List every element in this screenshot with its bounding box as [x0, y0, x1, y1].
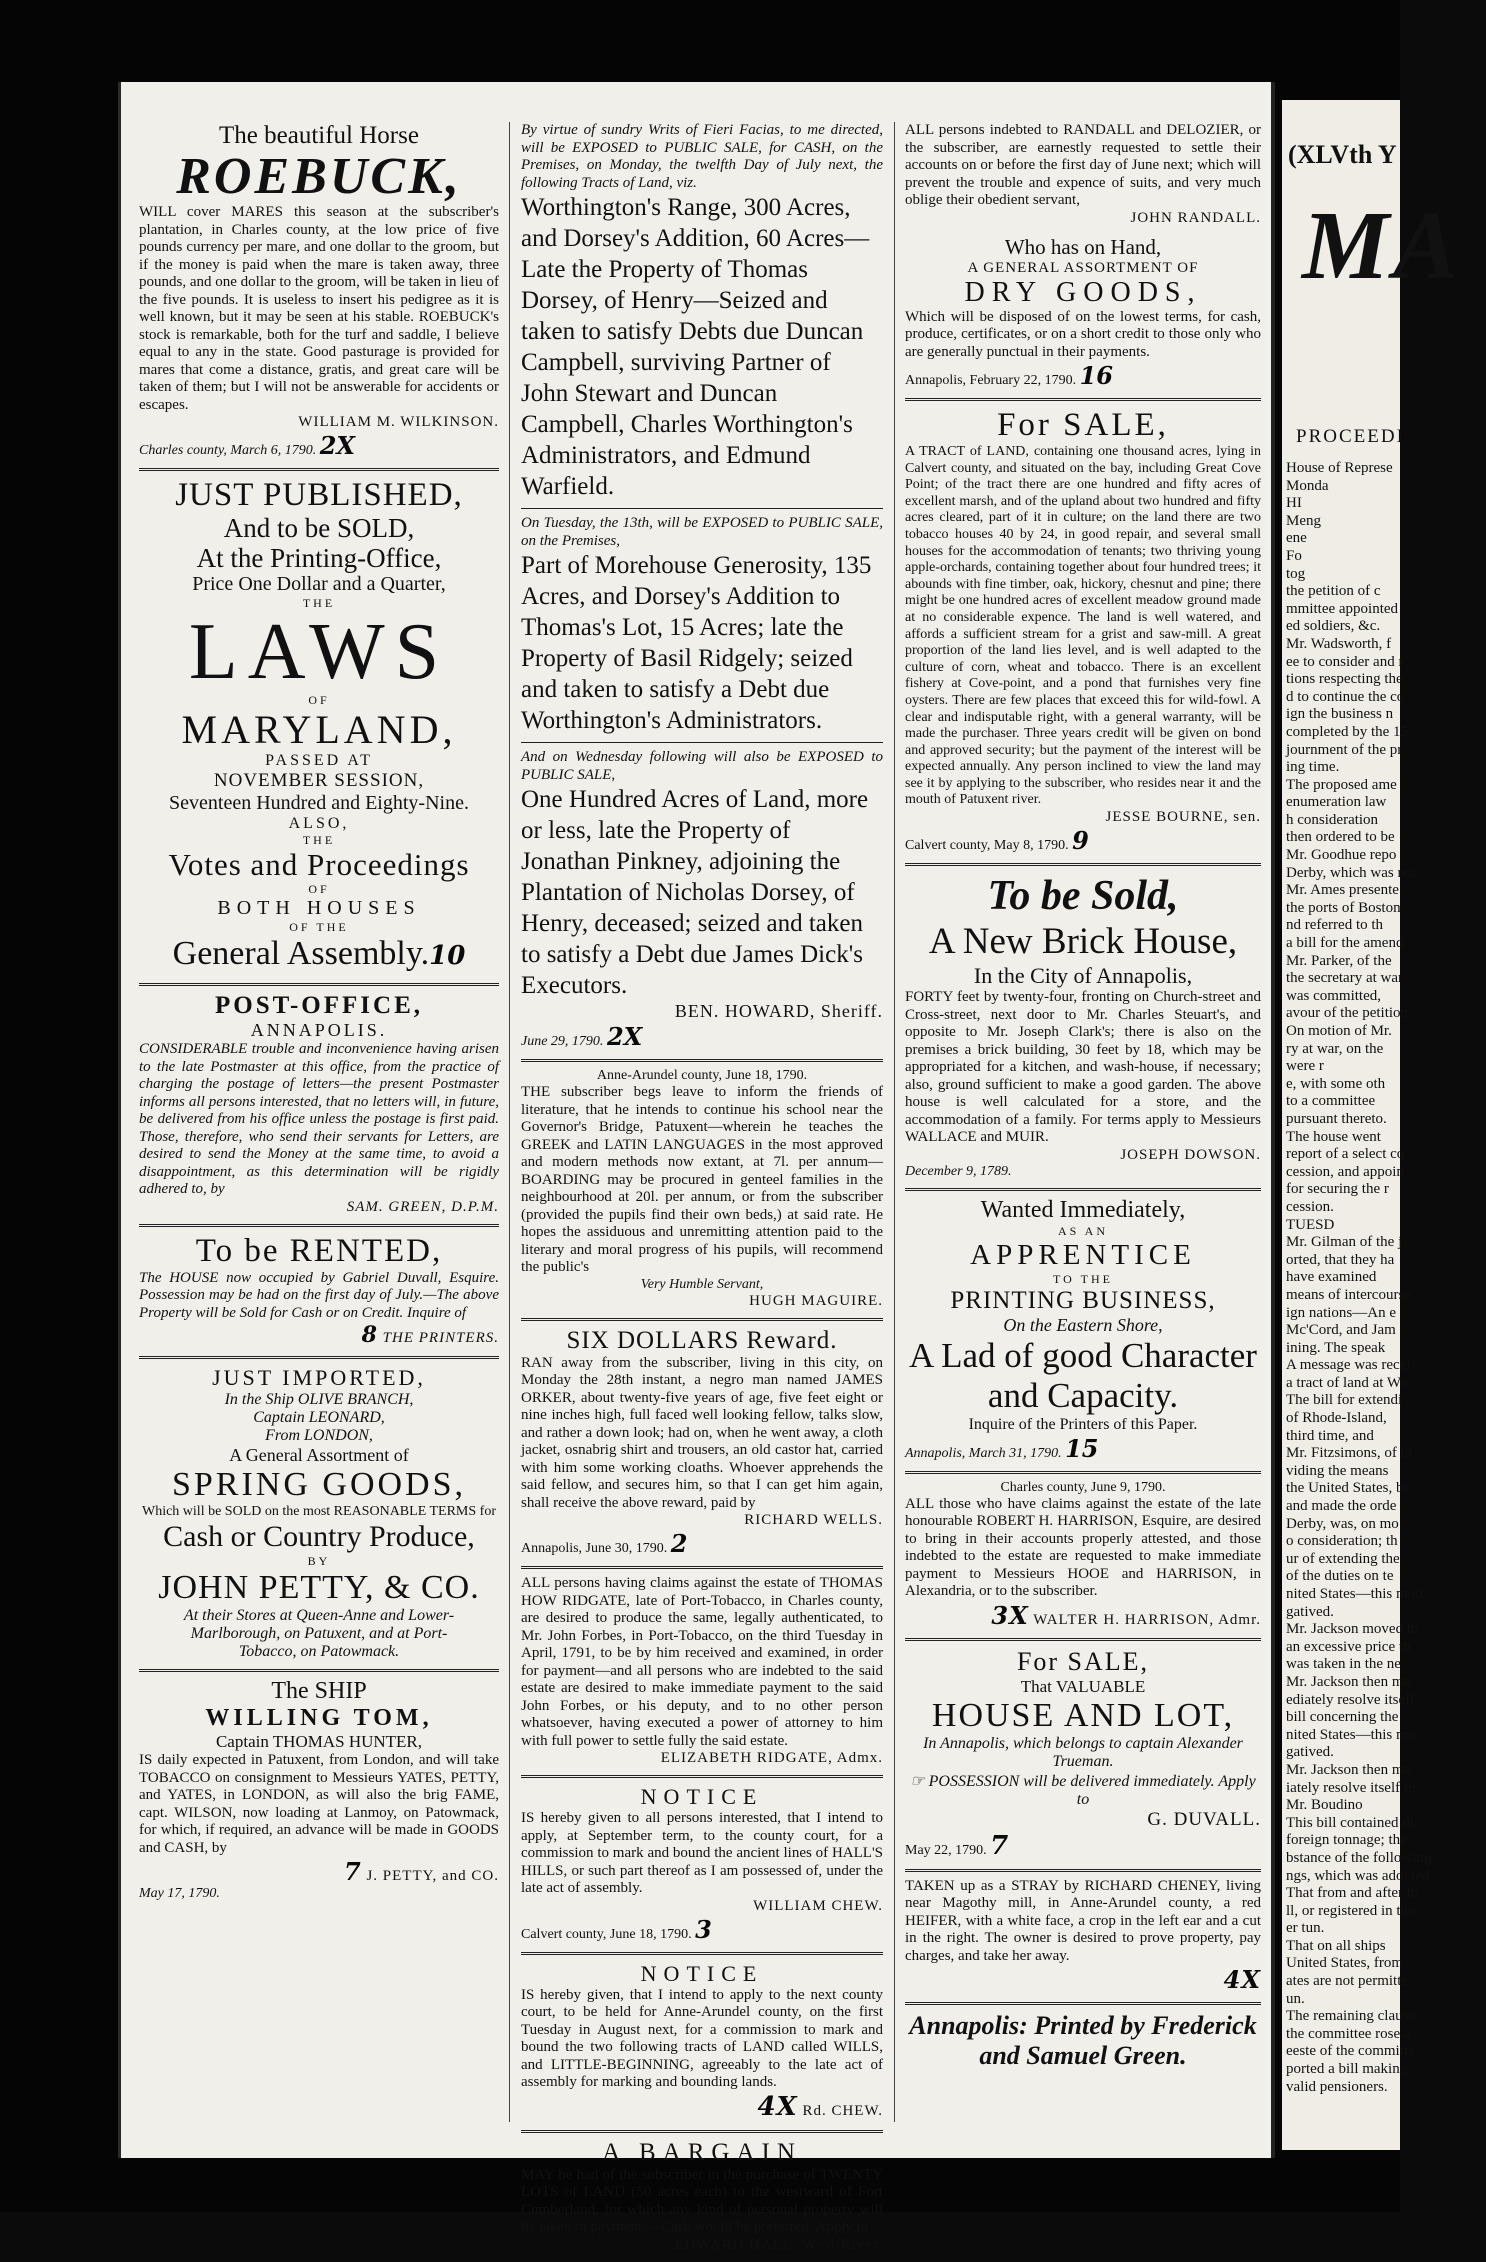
- house-lot-title: For SALE,: [1016, 1646, 1150, 1676]
- next-page-line: pursuant thereto.: [1286, 1110, 1387, 1127]
- randall-ad-body: ALL persons indebted to RANDALL and DELOZIER, or the subscriber, are earnestly requested to settle their accounts on or before the first day of June next; which will prevent the trouble and expence of suits, and very much oblige their obedient servant,: [905, 122, 1261, 208]
- apprentice-line: AS AN: [1057, 1223, 1108, 1238]
- bargain-ad: [521, 2139, 883, 2254]
- fieri-ad-tract-2: Part of Morehouse Generosity, 135 Acres, and Dorsey's Addition to Thomas's Lot, 15 Acres; late the Property of Basil Ridgely; seized and taken to satisfy a Debt due Worthington's Administrators.: [521, 552, 872, 734]
- divider: [139, 468, 499, 471]
- house-lot-line: ☞ POSSESSION will be delivered immediately. Apply to: [910, 1772, 1256, 1808]
- next-page-line: means of intercourse: [1286, 1286, 1411, 1303]
- notice-title: NOTICE: [640, 1960, 764, 1986]
- ink-mark: 10: [429, 941, 466, 971]
- ridgate-ad-signature: ELIZABETH RIDGATE, Admx.: [660, 1750, 883, 1766]
- next-page-line: ed soldiers, &c.: [1286, 618, 1381, 635]
- post-office-ad: [139, 992, 499, 1216]
- next-page-text: [1286, 460, 1486, 2096]
- next-page-line: Monda: [1286, 477, 1329, 494]
- next-page-line: Mr. Boudino: [1286, 1797, 1363, 1814]
- next-page-line: That from and after th: [1286, 1885, 1419, 1902]
- laws-ad-state: MARYLAND,: [181, 707, 457, 752]
- next-page-line: ngs, which was adopted: [1286, 1867, 1430, 1884]
- next-page-line: ediately resolve itself: [1286, 1691, 1415, 1708]
- next-page-line: report of a select co: [1286, 1146, 1405, 1163]
- next-page-header: (XLVth Y: [1288, 140, 1397, 169]
- harrison-ad: [905, 1480, 1261, 1630]
- imprint: [905, 2011, 1261, 2071]
- spring-goods-line: From LONDON,: [265, 1427, 373, 1444]
- brick-house-subtitle: A New Brick House,: [928, 921, 1238, 963]
- next-page-line: the ports of Boston: [1286, 899, 1401, 916]
- spring-goods-headline: SPRING GOODS,: [171, 1466, 467, 1503]
- apprentice-line: PRINTING BUSINESS,: [950, 1286, 1216, 1314]
- notice-hall-hills: [521, 1784, 883, 1944]
- next-page-line: Mr. Jackson then mo: [1286, 1673, 1411, 1690]
- apprentice-headline: APPRENTICE: [970, 1238, 1196, 1271]
- apprentice-ad: [905, 1197, 1261, 1463]
- dry-goods-headline: DRY GOODS,: [964, 276, 1202, 308]
- column-2: [521, 122, 883, 2262]
- next-page-line: bill concerning the: [1286, 1709, 1399, 1726]
- next-page-line: ene: [1286, 530, 1307, 547]
- notice-signature: 4X Rd. CHEW.: [757, 2091, 883, 2122]
- laws-ad-line: ALSO,: [288, 815, 350, 832]
- laws-ad-line: Votes and Proceedings: [168, 847, 470, 882]
- next-page-line: Mr. Ames presente: [1286, 882, 1399, 899]
- ink-mark: 9: [1072, 826, 1089, 856]
- stray-ad-mark: [905, 1965, 1261, 1994]
- next-page-line: have examined: [1286, 1269, 1377, 1286]
- divider: [521, 1318, 883, 1321]
- ink-mark: 4X: [1223, 1965, 1261, 1995]
- ink-mark: 3: [695, 1914, 712, 1944]
- next-page-line: On motion of Mr.: [1286, 1023, 1392, 1039]
- next-page-line: cession, and appoin: [1286, 1163, 1404, 1180]
- next-page-line: d to continue the co: [1286, 688, 1405, 705]
- next-page-line: the committee rose a: [1286, 2025, 1411, 2042]
- spring-goods-line: In the Ship OLIVE BRANCH,: [224, 1391, 414, 1408]
- next-page-line: was taken in the ne: [1286, 1656, 1401, 1673]
- next-page-line: completed by the 15: [1286, 723, 1409, 740]
- ship-ad-signature: 7 J. PETTY, and CO.: [343, 1857, 499, 1886]
- spring-goods-line: BY: [307, 1554, 331, 1568]
- school-ad-body: THE subscriber begs leave to inform the friends of literature, that he intends to continue his school near the Governor's Bridge, Patuxent—wherein he teaches the GREEK and LATIN LANGUAGES in the most approved and modern methods now extant, at 7l. per annum—BOARDING may be procured in genteel families in the neighbourhood at 20l. per annum, or from the subscriber (provided the pupils find their own beds,) at said rate. He hopes the assiduous and unremitting attention paid to the literary and moral progress of his pupils, will recommend the public's: [521, 1084, 883, 1275]
- apprentice-line: TO THE: [1053, 1271, 1113, 1286]
- ink-mark: 16: [1079, 361, 1113, 390]
- divider: [905, 2002, 1261, 2005]
- horse-name: ROEBUCK,: [176, 148, 462, 205]
- divider: [905, 863, 1261, 866]
- dry-goods-line: Who has on Hand,: [1004, 234, 1162, 259]
- next-page-line: of the duties on te: [1286, 1568, 1394, 1585]
- divider: [521, 1566, 883, 1569]
- brick-house-ad: [905, 872, 1261, 1180]
- laws-ad-headline: JUST PUBLISHED,: [175, 477, 463, 513]
- laws-ad-line: NOVEMBER SESSION,: [213, 770, 425, 791]
- next-page-section-title: PROCEEDI: [1296, 426, 1405, 447]
- ink-mark: 7: [343, 1857, 362, 1886]
- laws-ad-line: Seventeen Hundred and Eighty-Nine.: [169, 792, 469, 814]
- next-page-line: avour of the petition: [1286, 1005, 1409, 1022]
- next-page-line: an excessive price th: [1286, 1638, 1411, 1655]
- next-page-line: ee to consider and r: [1286, 653, 1404, 670]
- house-lot-line: In Annapolis, which belongs to captain Alexander Trueman.: [923, 1734, 1243, 1770]
- next-page-line: A message was recei: [1286, 1357, 1411, 1374]
- divider: [521, 508, 883, 509]
- next-page-line: a bill for the amend: [1286, 935, 1404, 952]
- next-page-line: was committed,: [1286, 987, 1381, 1004]
- bargain-ad-signature: EDWARD HALL, West River.: [674, 2236, 883, 2253]
- ship-ad-line: Captain THOMAS HUNTER,: [215, 1732, 423, 1751]
- next-page-line: er tun.: [1286, 1920, 1325, 1937]
- rented-ad-body: The HOUSE now occupied by Gabriel Duvall, Esquire. Possession may be had on the first day of July.—The above Property will be Sold for Cash or on Credit. Inquire of: [139, 1269, 499, 1321]
- next-page-line: Meng: [1286, 512, 1321, 529]
- next-page-line: TUESD: [1286, 1216, 1335, 1233]
- harrison-ad-body: ALL those who have claims against the estate of the late honourable ROBERT H. HARRISON, Esquire, are desired to bring in their accounts properly attested, and those indebted to the estate are requested to make immediate payment to Messieurs HOOE and HARRISON, in Alexandria, or to the subscriber.: [905, 1495, 1261, 1600]
- notice-wills: [521, 1961, 883, 2122]
- ship-name: WILLING TOM,: [205, 1705, 433, 1731]
- fieri-ad-tract-1: Worthington's Range, 300 Acres, and Dorsey's Addition, 60 Acres—Late the Property of Thomas Dorsey, of Henry—Seized and taken to satisfy Debts due Duncan Campbell, surviving Partner of John Stewart and Duncan Campbell, Charles Worthington's Administrators, and Edmund Warfield.: [521, 194, 870, 500]
- reward-ad-title: SIX DOLLARS Reward.: [566, 1326, 838, 1354]
- laws-ad-title: LAWS: [188, 608, 450, 696]
- horse-ad-title: The beautiful Horse: [219, 122, 419, 149]
- spring-goods-line: Which will be SOLD on the most REASONABLE TERMS for: [141, 1504, 496, 1519]
- next-page-line: eeste of the committe: [1286, 2043, 1415, 2060]
- next-page-line: ll, or registered in the: [1286, 1902, 1415, 1919]
- spring-goods-ad: [139, 1365, 499, 1661]
- notice-body: IS hereby given to all persons interested, that I intend to apply, at September term, to the county court, for a commission to mark and bound the ancient lines of HALL'S HILLS, or such part thereof as I am possessed of, under the late act of assembly.: [521, 1810, 883, 1896]
- school-ad-dateline: Anne-Arundel county, June 18, 1790.: [596, 1068, 808, 1083]
- next-page-line: ign nations—An e: [1286, 1304, 1396, 1321]
- next-page-line: Derby, which was rea: [1286, 864, 1416, 881]
- house-lot-date: May 22, 1790. 7: [905, 1830, 1009, 1861]
- ship-ad: [139, 1678, 499, 1902]
- next-page-line: The remaining clause: [1286, 2008, 1416, 2025]
- bargain-ad-title: A BARGAIN: [602, 2138, 802, 2166]
- randall-ad: [905, 122, 1261, 227]
- dry-goods-ad: [905, 235, 1261, 391]
- reward-ad-signature: RICHARD WELLS.: [744, 1512, 883, 1528]
- rented-ad-signature: 8 THE PRINTERS.: [361, 1322, 499, 1348]
- next-page-line: ign the business n: [1286, 706, 1394, 723]
- divider: [905, 1638, 1261, 1641]
- next-page-line: United States, from: [1286, 1955, 1404, 1972]
- next-page-line: gatived.: [1286, 1744, 1334, 1761]
- school-ad-signature: HUGH MAGUIRE.: [749, 1292, 883, 1309]
- school-ad: [521, 1068, 883, 1310]
- laws-ad-line: PASSED AT: [265, 752, 373, 769]
- laws-ad-line: BOTH HOUSES: [217, 897, 421, 919]
- next-page-line: un.: [1286, 1990, 1305, 2007]
- divider: [139, 1669, 499, 1672]
- next-page-line: ining. The speak: [1286, 1339, 1386, 1356]
- stray-ad-body: TAKEN up as a STRAY by RICHARD CHENEY, living near Magothy mill, in Anne-Arundel county, a red HEIFER, with a white face, a crop in the left ear and a cut in the right. The owner is desired to prove property, pay charges, and take her away.: [905, 1877, 1261, 1964]
- ship-ad-line: The SHIP: [271, 1678, 367, 1704]
- brick-house-place: In the City of Annapolis,: [973, 963, 1193, 989]
- column-divider: [894, 122, 895, 2122]
- next-page-line: were r: [1286, 1058, 1324, 1075]
- post-office-signature: SAM. GREEN, D.P.M.: [346, 1198, 499, 1215]
- notice-title: NOTICE: [640, 1784, 764, 1809]
- ink-mark: 2X: [606, 1022, 643, 1051]
- laws-ad-price: Price One Dollar and a Quarter,: [192, 573, 446, 595]
- next-page-line: Mr. Goodhue repo: [1286, 847, 1397, 864]
- laws-ad-line: And to be SOLD,: [223, 513, 415, 543]
- divider: [139, 1224, 499, 1227]
- post-office-body: CONSIDERABLE trouble and inconvenience having arisen to the late Postmaster at this office, from the practice of charging the postage of letters—the present Postmaster informs all persons interested, that no letters will, in future, be delivered from his office unless the postage is first paid. Those, therefore, who send their servants for Letters, are desired to send the Money at the same time, to avoid a disappointment, as this determination will be rigidly adhered to, by: [139, 1041, 499, 1197]
- next-page-line: House of Represe: [1286, 460, 1393, 476]
- next-page-line: orted, that they ha: [1286, 1251, 1395, 1268]
- divider: [521, 1059, 883, 1062]
- next-page-line: The bill for extendi: [1286, 1392, 1403, 1409]
- ink-mark: 4X: [757, 2091, 798, 2122]
- horse-ad-body: WILL cover MARES this season at the subscriber's plantation, in Charles county, at the low price of five pounds currency per mare, and one dollar to the groom, but if the money is paid when the mare is taken away, three pounds, and one dollar to the groom, will be taken in lieu of the five pounds. It is useless to insert his pedigree as it is well known, but it may be seen at his stable. ROEBUCK's stock is remarkable, both for the turf and saddle, I believe equal to any in the state. Good pasturage is provided for mares that come a distance, gratis, and great care will be taken of them; but I will not be answerable for accidents or escapes.: [139, 204, 499, 413]
- ship-ad-date: May 17, 1790.: [139, 1886, 220, 1901]
- apprentice-line: On the Eastern Shore,: [1003, 1314, 1163, 1335]
- harrison-ad-signature: 3X WALTER H. HARRISON, Admr.: [991, 1600, 1261, 1630]
- divider: [905, 398, 1261, 401]
- fieri-ad-tract-3: One Hundred Acres of Land, more or less, late the Property of Jonathan Pinkney, adjoining the Plantation of Nicholas Dorsey, of Henry, deceased; seized and taken to satisfy a Debt due James Dick's Executors.: [521, 786, 869, 999]
- fieri-ad-date: June 29, 1790. 2X: [521, 1022, 643, 1051]
- laws-ad: [139, 477, 499, 975]
- next-page-line: ported a bill making: [1286, 2061, 1408, 2078]
- next-page-line: ur of extending the: [1286, 1550, 1400, 1567]
- next-page-line: then ordered to be: [1286, 829, 1395, 846]
- next-page-line: the petition of c: [1286, 583, 1381, 600]
- spring-goods-line: JUST IMPORTED,: [212, 1365, 426, 1390]
- laws-ad-line: OF THE: [289, 920, 349, 934]
- next-page-line: tions respecting the: [1286, 671, 1403, 688]
- laws-ad-line: OF: [308, 882, 330, 896]
- next-page-line: the United States, be: [1286, 1480, 1411, 1497]
- ink-mark: 7: [990, 1830, 1009, 1861]
- notice-body: IS hereby given, that I intend to apply to the next county court, to be held for Anne-Arundel county, on the first Tuesday in August next, for a commission to mark and bound the two following tracts of LAND called WILLS, and LITTLE-BEGINNING, agreeably to the late act of assembly for marking and bounding lands.: [521, 1986, 883, 2090]
- notice-signature: WILLIAM CHEW.: [753, 1897, 883, 1914]
- next-page-line: ry at war, on the: [1286, 1040, 1384, 1057]
- horse-ad-signature: WILLIAM M. WILKINSON.: [298, 414, 499, 430]
- next-page-line: The house went: [1286, 1128, 1381, 1145]
- divider: [905, 1471, 1261, 1474]
- next-page-line: The proposed ame: [1286, 776, 1397, 793]
- next-page-line: valid pensioners.: [1286, 2078, 1388, 2095]
- bargain-ad-body: MAY be had of the subscriber in the purchase of TWENTY LOTS of LAND (50 acres each) to the westward of Fort Cumberland, for which any kind of personal property will be taken in payment.—Cash would be preferred. Apply to: [521, 2166, 883, 2235]
- brick-house-date: December 9, 1789.: [905, 1163, 1012, 1179]
- ink-mark: 8: [361, 1322, 378, 1348]
- house-lot-headline: HOUSE AND LOT,: [931, 1696, 1235, 1734]
- rented-ad: [139, 1233, 499, 1349]
- ship-ad-body: IS daily expected in Patuxent, from London, and will take TOBACCO on consignment to Messieurs YATES, PETTY, and YATES, in LONDON, as will also the brig FAME, capt. WILSON, now loading at Lanmoy, on Patowmack, for which, if required, an advance will be made in GOODS and CASH, by: [139, 1752, 499, 1856]
- divider: [521, 1775, 883, 1778]
- dry-goods-line: A GENERAL ASSORTMENT OF: [967, 259, 1199, 276]
- ink-mark: 15: [1065, 1433, 1099, 1463]
- horse-ad-date: Charles county, March 6, 1790. 2X: [139, 431, 356, 460]
- next-page-line: Derby, was, on mo: [1286, 1515, 1399, 1532]
- land-sale-body: A TRACT of LAND, containing one thousand acres, lying in Calvert county, and situated on the bay, including Great Cove Point; of the tract there are one hundred and fifty acres of excellent marsh, and of the upland about two hundred and fifty acres cleared, part of it in culture; on the land there are two tobacco houses 40 by 24, in good repair, and several small houses for the accommodation of tenants; two thriving young apple-orchards, containing together about four hundred trees; it abounds with fine timber, oak, hickory, chesnut and pine; there might be one hundred acres of excellent meadow ground made at no considerable expence. The land is well watered, and affords a sufficient stream for a grist and saw-mill. A great proportion of the land lies level, and is well adapted to the culture of corn, wheat and tobacco. There is an excellent fishery at Cove-point, and a pond that furnishes very fine oysters. There are few places that exceed this for wild-fowl. A clear and indisputable right, with a general warranty, will be made the purchaser. Three years credit will be given on bond and approved security; but the payment of the interest will be expected annually. Any person inclined to view the land may see it by applying to the subscriber, who resides near it and the mouth of Patuxent river.: [905, 444, 1261, 808]
- reward-ad: [521, 1327, 883, 1559]
- next-page-line: cession.: [1286, 1198, 1334, 1215]
- rented-ad-title: To be RENTED,: [195, 1232, 443, 1269]
- apprentice-line: Wanted Immediately,: [980, 1196, 1186, 1223]
- spring-goods-line: Cash or Country Produce,: [163, 1520, 475, 1553]
- ink-mark: 2X: [319, 431, 356, 460]
- next-page-line: Mr. Gilman of the j: [1286, 1234, 1403, 1251]
- house-lot-signature: G. DUVALL.: [1147, 1808, 1261, 1830]
- next-page-line: Fo: [1286, 547, 1302, 564]
- next-page-line: journment of the pr: [1286, 741, 1403, 758]
- next-page-line: o consideration; th: [1286, 1533, 1398, 1550]
- next-page-line: Mc'Cord, and Jam: [1286, 1322, 1396, 1339]
- laws-ad-line: OF: [308, 693, 330, 707]
- spring-goods-line: Captain LEONARD,: [253, 1409, 385, 1426]
- laws-ad-line: General Assembly.10: [172, 935, 466, 972]
- spring-goods-line: At their Stores at Queen-Anne and Lower-Marlborough, on Patuxent, and at Port-Tobacco, on Patowmack.: [183, 1607, 455, 1660]
- next-page-line: and made the orde: [1286, 1498, 1397, 1515]
- dry-goods-body: Which will be disposed of on the lowest terms, for cash, produce, certificates, or on a short credit to those only who are generally punctual in their payments.: [905, 308, 1261, 360]
- column-divider: [509, 122, 510, 2122]
- next-page-line: ing time.: [1286, 759, 1340, 776]
- next-page-line: nd referred to th: [1286, 917, 1384, 934]
- apprentice-line: A Lad of good Character and Capacity.: [909, 1335, 1257, 1415]
- next-page-line: ates are not permitte: [1286, 1973, 1409, 1990]
- next-page-line: nited States—this moti: [1286, 1586, 1424, 1602]
- next-page-line: h consideration: [1286, 811, 1379, 828]
- laws-ad-line: THE: [302, 596, 336, 610]
- ridgate-ad-body: ALL persons having claims against the estate of THOMAS HOW RIDGATE, late of Port-Tobacco, in Charles county, are desired to produce the same, legally authenticated, to Mr. John Forbes, in Port-Tobacco, on the third Tuesday in April, 1791, to be by him received and examined, in order for payment—and all persons who are indebted to the said estate are desired to make immediate payment to the said John Forbes, or his deputy, and to no other person whatsoever, having executed a power of attorney to him with full power to settle fully the said estate.: [521, 1575, 883, 1749]
- stray-ad: [905, 1878, 1261, 1995]
- imprint-text: Annapolis: Printed by Frederick and Samuel Green.: [909, 2011, 1257, 2071]
- brick-house-title: To be Sold,: [987, 873, 1179, 920]
- land-sale-signature: JESSE BOURNE, sen.: [1105, 809, 1261, 826]
- brick-house-body: FORTY feet by twenty-four, fronting on Church-street and Cross-street, next door to Mr. Charles Steuart's, and opposite to Mr. Joseph Clark's; there is also on the premises a brick building, 30 feet by 18, which may be appropriated for a kitchen, and wash-house, if necessary; also, ground sufficient to make a good garden. The above house is well calculated for a store, and the accommodation of a family. For terms apply to Messieurs WALLACE and MUIR.: [905, 989, 1261, 1146]
- next-page-line: Mr. Jackson then mo: [1286, 1761, 1411, 1778]
- divider: [905, 1188, 1261, 1191]
- house-lot-line: That VALUABLE: [1020, 1676, 1146, 1696]
- spring-goods-line: A General Assortment of: [229, 1445, 409, 1465]
- next-page-line: tog: [1286, 565, 1306, 582]
- brick-house-signature: JOSEPH DOWSON.: [1120, 1146, 1261, 1163]
- ridgate-ad: [521, 1575, 883, 1767]
- next-page-line: That on all ships: [1286, 1937, 1386, 1954]
- next-page-line: for securing the r: [1286, 1181, 1389, 1198]
- divider: [139, 983, 499, 986]
- next-page-line: This bill contained th: [1286, 1814, 1414, 1831]
- next-page-line: the secretary at war: [1286, 970, 1404, 987]
- fieri-ad-intro-3: And on Wednesday following will also be EXPOSED to PUBLIC SALE,: [521, 749, 883, 783]
- next-page-line: nited States—this mo: [1286, 1726, 1416, 1743]
- next-page-line: to a committee: [1286, 1093, 1376, 1110]
- next-page-line: a tract of land at We: [1286, 1374, 1407, 1391]
- land-sale-date: Calvert county, May 8, 1790. 9: [905, 826, 1089, 856]
- next-page-fragment: [1282, 100, 1463, 2150]
- next-page-line: enumeration law: [1286, 794, 1387, 811]
- next-page-line: foreign tonnage; the: [1286, 1832, 1407, 1849]
- land-sale-title: For SALE,: [997, 407, 1169, 443]
- next-page-line: of Rhode-Island,: [1286, 1410, 1387, 1427]
- randall-ad-signature: JOHN RANDALL.: [1130, 209, 1261, 226]
- harrison-ad-dateline: Charles county, June 9, 1790.: [1000, 1479, 1166, 1495]
- column-1: [139, 122, 499, 1910]
- laws-ad-line: At the Printing-Office,: [196, 543, 442, 573]
- next-page-line: HI: [1286, 495, 1302, 512]
- next-page-line: Mr. Wadsworth, f: [1286, 635, 1392, 652]
- reward-ad-body: RAN away from the subscriber, living in this city, on Monday the 28th instant, a negro man named JAMES ORKER, about twenty-five years of age, five feet eight or nine inches high, full faced well looking fellow, talks slow, and rather a down look; had on, when he went away, a cloth jacket, osnabrig shirt and trousers, an old castor hat, carried with him some working cloaths. Whoever apprehends the said fellow, and secures him, so that I can get him again, shall receive the above reward, paid by: [521, 1354, 883, 1511]
- divider: [905, 1869, 1261, 1872]
- fieri-ad-signature: BEN. HOWARD, Sheriff.: [674, 1001, 883, 1021]
- apprentice-line: Inquire of the Printers of this Paper.: [968, 1415, 1198, 1433]
- next-page-line: gatived.: [1286, 1603, 1334, 1620]
- notice-date: Calvert county, June 18, 1790. 3: [521, 1914, 712, 1944]
- house-lot-ad: [905, 1647, 1261, 1861]
- fieri-ad-intro-2: On Tuesday, the 13th, will be EXPOSED to PUBLIC SALE, on the Premises,: [521, 515, 883, 549]
- divider: [521, 2130, 883, 2133]
- newspaper-page: [118, 82, 1275, 2253]
- spring-goods-merchant: JOHN PETTY, & CO.: [158, 1569, 480, 1606]
- next-page-line: iately resolve itself in: [1286, 1779, 1416, 1796]
- next-page-line: Mr. Jackson moved th: [1286, 1621, 1419, 1638]
- fieri-ad-intro: By virtue of sundry Writs of Fieri Facias, to me directed, will be EXPOSED to PUBLIC SALE, for CASH, on the Premises, on Monday, the twelfth Day of July next, the following Tracts of Land, viz.: [521, 122, 883, 191]
- reward-ad-date: Annapolis, June 30, 1790. 2: [521, 1529, 688, 1558]
- fieri-facias-ad: [521, 122, 883, 1051]
- ink-mark: 2: [670, 1529, 688, 1558]
- next-page-line: viding the means: [1286, 1462, 1389, 1479]
- next-page-line: third time, and: [1286, 1427, 1374, 1444]
- divider: [521, 742, 883, 743]
- post-office-title: POST-OFFICE,: [214, 992, 424, 1019]
- next-page-line: mmittee appointed: [1286, 600, 1399, 617]
- next-page-masthead: MA: [1302, 192, 1463, 300]
- pointing-hand-icon: ☞: [910, 1772, 925, 1790]
- laws-ad-line: THE: [302, 833, 336, 847]
- land-sale-ad: [905, 407, 1261, 855]
- dry-goods-date: Annapolis, February 22, 1790. 16: [905, 361, 1113, 390]
- ink-mark: 3X: [991, 1600, 1029, 1630]
- next-page-line: bstance of the following: [1286, 1849, 1432, 1866]
- next-page-line: Mr. Parker, of the: [1286, 952, 1392, 969]
- next-page-line: Mr. Fitzsimons, of th: [1286, 1445, 1413, 1462]
- post-office-place: ANNAPOLIS.: [250, 1020, 388, 1040]
- horse-ad: [139, 122, 499, 460]
- apprentice-date: Annapolis, March 31, 1790. 15: [905, 1433, 1099, 1463]
- divider: [139, 1356, 499, 1359]
- school-ad-closing: Very Humble Servant,: [640, 1276, 764, 1292]
- column-3: [905, 122, 1261, 2079]
- next-page-line: e, with some oth: [1286, 1075, 1386, 1092]
- divider: [521, 1952, 883, 1955]
